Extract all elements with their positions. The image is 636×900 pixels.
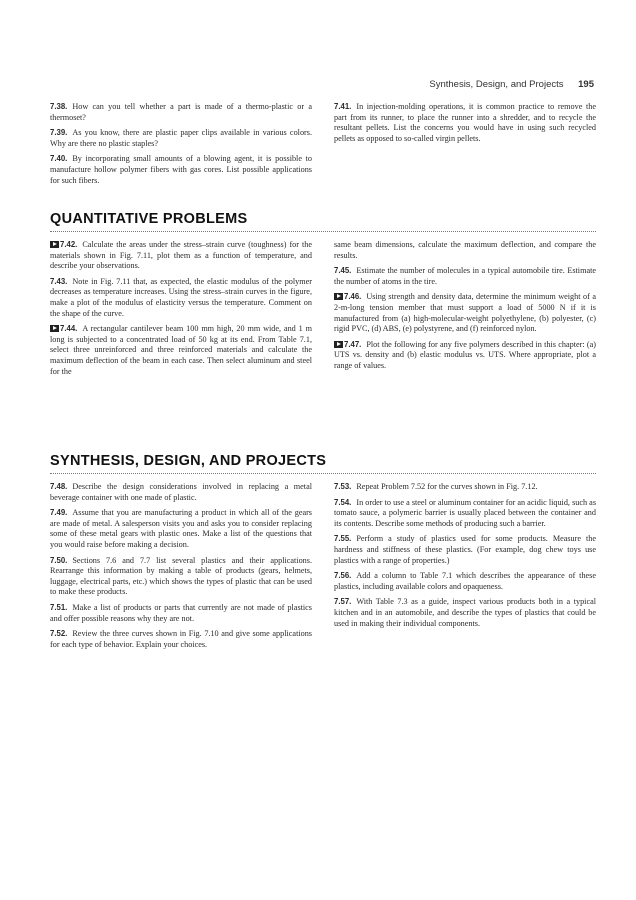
problem-number: 7.48. <box>50 482 68 491</box>
problem-text: A rectangular cantilever beam 100 mm high, 20 mm wide, and 1 m long is subjected to a concentrated load of 50 kg at its end. From Table 7.1, select three unreinforced and three reinforced materials and calculate the maximum deflection of the beam in each case. Then select aluminum and steel for the <box>50 324 312 376</box>
problem-number: 7.38. <box>50 102 68 111</box>
problem-item <box>50 508 312 550</box>
problem-text: Note in Fig. 7.11 that, as expected, the elastic modulus of the polymer decreases as temperature increases. Using the stress–strain curves in the figure, make a plot of the modulus of elasticity versus the temperature. Comment on the shape of the curve. <box>50 276 312 318</box>
problem-number: 7.47. <box>344 339 362 349</box>
problem-number: 7.41. <box>334 102 352 111</box>
problem-number: 7.52. <box>50 629 68 639</box>
problem-text: Make a list of products or parts that currently are not made of plastics and offer possible reasons why they are not. <box>50 602 312 623</box>
video-solution-icon <box>334 293 343 300</box>
problem-text: Perform a study of plastics used for some products. Measure the hardness and stiffness of these plastics. (For example, dog chew toys use plastics with a range of properties.) <box>334 534 596 565</box>
problem-item <box>50 629 312 650</box>
problem-text: Plot the following for any five polymers described in this chapter: (a) UTS vs. density and (b) elastic modulus vs. UTS. Where appropriate, plot a range of values. <box>334 339 596 370</box>
problem-number: 7.44. <box>60 324 78 334</box>
problem-text: With Table 7.3 as a guide, inspect various products both in a typical kitchen and in an automobile, and describe the types of plastics that could be used in making their individual components. <box>334 597 596 628</box>
problem-text: In injection-molding operations, it is common practice to remove the part from its runner, to place the runner into a shredder, and to recycle the resultant pellets. List the concerns you would have in using such recycled pellets as opposed to so-called virgin pellets. <box>334 102 596 143</box>
section-title-quantitative: QUANTITATIVE PROBLEMS <box>50 211 248 227</box>
problem-item <box>334 266 596 287</box>
problem-item <box>334 340 596 372</box>
problem-text: Repeat Problem 7.52 for the curves shown in Fig. 7.12. <box>356 482 538 491</box>
page-number: 195 <box>578 79 594 90</box>
problem-number: 7.55. <box>334 534 352 544</box>
problem-text: Describe the design considerations involved in replacing a metal beverage container with one made of plastic. <box>50 482 312 502</box>
synthesis-left-column <box>50 482 312 655</box>
problem-item <box>334 482 596 493</box>
problem-text: Estimate the number of molecules in a typical automobile tire. Estimate the number of atoms in the tire. <box>334 266 596 286</box>
problem-number: 7.45. <box>334 266 352 276</box>
top-left-column <box>50 102 312 191</box>
problem-number: 7.51. <box>50 602 68 612</box>
problem-text: In order to use a steel or aluminum container for an acidic liquid, such as tomato sauce, a polymeric barrier is usually placed between the container and its contents. Describe some methods of producing such a barrier. <box>334 497 596 528</box>
problem-text: By incorporating small amounts of a blowing agent, it is possible to manufacture hollow polymer fibers with gas cores. List possible applications for such fibers. <box>50 154 312 185</box>
section-title-synthesis: SYNTHESIS, DESIGN, AND PROJECTS <box>50 453 327 469</box>
problem-number: 7.39. <box>50 128 68 138</box>
problem-item <box>50 277 312 319</box>
running-header <box>429 79 594 90</box>
quantitative-left-column <box>50 240 312 382</box>
problem-item <box>334 534 596 566</box>
problem-item <box>334 102 596 144</box>
problem-continuation <box>334 240 596 261</box>
problem-text: Using strength and density data, determine the minimum weight of a 2-m-long tension member that must support a load of 5000 N if it is manufactured from (a) high-molecular-weight polyethylene, (b) polyester, (c) rigid PVC, (d) ABS, (e) polystyrene, and (f) reinforced nylon. <box>334 292 596 334</box>
problem-text: Add a column to Table 7.1 which describes the appearance of these plastics, including available colors and opaqueness. <box>334 571 596 591</box>
problem-item <box>334 498 596 530</box>
section-divider <box>50 473 596 474</box>
problem-item <box>50 154 312 186</box>
problem-text: Assume that you are manufacturing a product in which all of the gears are made of metal. A salesperson visits you and asks you to consider replacing some of these metal gears with plastic ones. Make a list of the questions that you would raise before making a decision. <box>50 508 312 549</box>
problem-number: 7.43. <box>50 276 68 286</box>
problem-text: Calculate the areas under the stress–strain curve (toughness) for the materials shown in Fig. 7.11, plot them as a function of temperature, and describe your observations. <box>50 240 312 271</box>
top-right-column <box>334 102 596 149</box>
problem-number: 7.57. <box>334 597 352 607</box>
problem-text: Review the three curves shown in Fig. 7.10 and give some applications for each type of behavior. Explain your choices. <box>50 629 312 649</box>
problem-item <box>50 102 312 123</box>
problem-number: 7.46. <box>344 292 362 302</box>
problem-item <box>50 128 312 149</box>
problem-item <box>50 324 312 377</box>
problem-text: Sections 7.6 and 7.7 list several plastics and their applications. Rearrange this information by making a table of products (gears, helmets, luggage, electrical parts, etc.) which shows the types of plastic that can be used to make these products. <box>50 555 312 597</box>
problem-item <box>50 240 312 272</box>
video-solution-icon <box>50 241 59 248</box>
problem-item <box>334 571 596 592</box>
section-divider <box>50 231 596 232</box>
problem-number: 7.40. <box>50 154 68 164</box>
problem-item <box>50 556 312 598</box>
video-solution-icon <box>50 325 59 332</box>
quantitative-right-column <box>334 240 596 377</box>
problem-item <box>50 482 312 503</box>
problem-text: same beam dimensions, calculate the maximum deflection, and compare the results. <box>334 240 596 260</box>
synthesis-right-column <box>334 482 596 634</box>
problem-number: 7.49. <box>50 508 68 518</box>
problem-text: As you know, there are plastic paper clips available in various colors. Why are there no plastic staples? <box>50 128 312 148</box>
problem-item <box>50 603 312 624</box>
problem-item <box>334 597 596 629</box>
problem-number: 7.50. <box>50 555 68 565</box>
problem-item <box>334 292 596 334</box>
problem-text: How can you tell whether a part is made of a thermo-plastic or a thermoset? <box>50 102 312 122</box>
problem-number: 7.42. <box>60 240 78 249</box>
problem-number: 7.53. <box>334 482 352 491</box>
running-title: Synthesis, Design, and Projects <box>429 79 564 90</box>
video-solution-icon <box>334 341 343 348</box>
problem-number: 7.56. <box>334 571 352 581</box>
problem-number: 7.54. <box>334 497 352 507</box>
